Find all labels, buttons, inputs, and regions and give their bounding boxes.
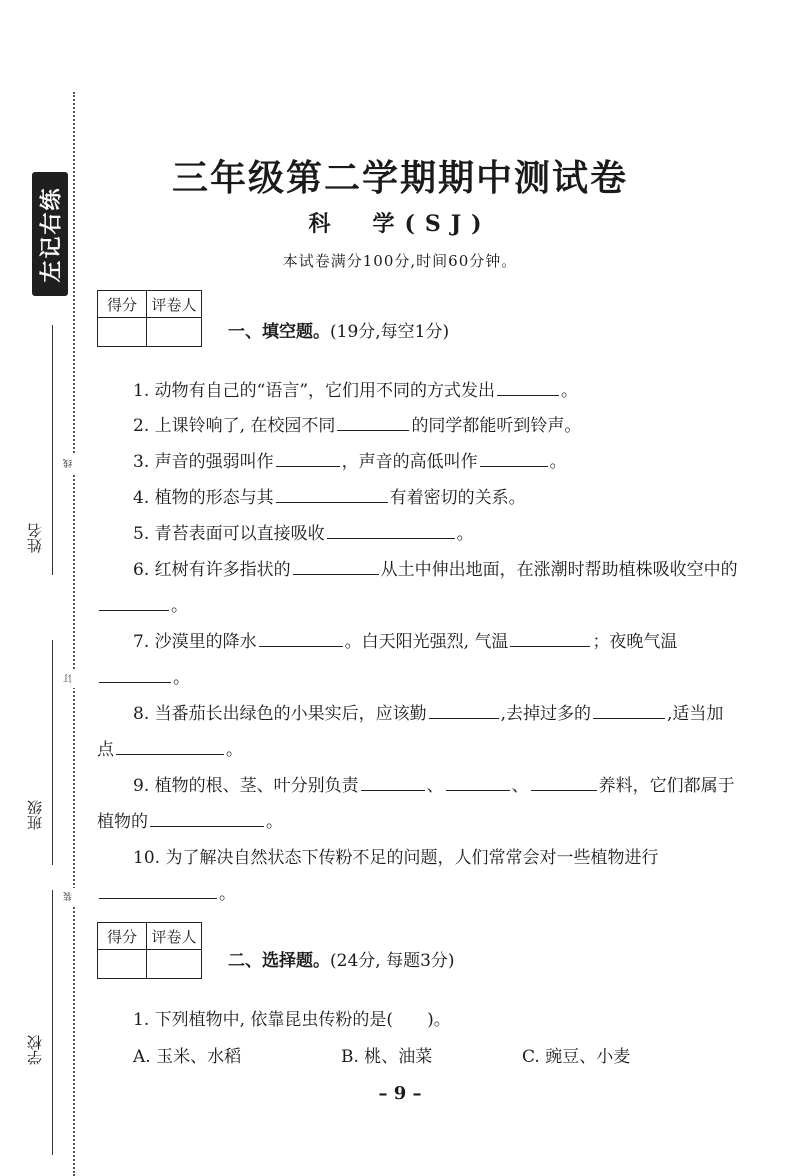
score-cell[interactable]: [98, 318, 147, 347]
choice-option-c[interactable]: C. 豌豆、小麦: [522, 1047, 631, 1067]
choice-option-a[interactable]: A. 玉米、水稻: [133, 1047, 242, 1067]
question-6: 6. 红树有许多指状的 从土中伸出地面，在涨潮时帮助植株吸收空中的。: [97, 552, 740, 624]
answer-blank[interactable]: [99, 591, 169, 611]
section-2-title: 二、选择题。: [228, 951, 330, 971]
section-1-title: 一、填空题。: [228, 322, 330, 342]
cut-mark-order: 订: [62, 670, 80, 688]
answer-blank[interactable]: [510, 627, 590, 647]
cut-mark-bind: 装: [62, 888, 80, 906]
answer-blank[interactable]: [259, 627, 343, 647]
answer-blank[interactable]: [276, 483, 388, 503]
answer-blank[interactable]: [327, 519, 455, 539]
score-table-2: [97, 922, 202, 979]
answer-blank[interactable]: [99, 879, 217, 899]
question-4: 4. 植物的形态与其 有着密切的关系。: [97, 480, 740, 516]
question-2: 2. 上课铃响了, 在校园不同 的同学都能听到铃声。: [97, 408, 740, 444]
answer-blank[interactable]: [480, 447, 548, 467]
cut-mark-line: 线: [62, 455, 80, 473]
answer-blank[interactable]: [446, 771, 510, 791]
section-1-note: (19分,每空1分): [330, 322, 450, 342]
section-2-heading: [228, 946, 455, 971]
answer-blank[interactable]: [99, 663, 171, 683]
score-header: 得分: [98, 923, 147, 950]
exam-title: 三年级第二学期期中测试卷: [171, 157, 628, 199]
answer-blank[interactable]: [116, 735, 224, 755]
score-header: 得分: [98, 291, 147, 318]
section-1-heading: [228, 317, 449, 342]
school-field-label: 学校: [26, 1035, 44, 1065]
answer-blank[interactable]: [337, 411, 409, 431]
answer-blank[interactable]: [497, 376, 559, 396]
question-7: 7. 沙漠里的降水 。白天阳光强烈, 气温 ；夜晚气温。: [97, 624, 740, 696]
exam-subject: 科 学(SJ): [308, 211, 492, 237]
name-field-label: 姓名: [26, 523, 44, 553]
answer-blank[interactable]: [150, 807, 264, 827]
exam-note: 本试卷满分100分,时间60分钟。: [282, 252, 518, 270]
question-5: 5. 青苔表面可以直接吸收 。: [97, 516, 740, 552]
question-10: 10. 为了解决自然状态下传粉不足的问题，人们常常会对一些植物进行。: [97, 840, 740, 912]
grader-header: 评卷人: [147, 291, 202, 318]
logo-text: 左记右练: [39, 185, 65, 283]
grader-cell[interactable]: [147, 950, 202, 979]
question-1: 1. 动物有自己的“语言”，它们用不同的方式发出 。: [97, 373, 740, 409]
answer-blank[interactable]: [293, 555, 379, 575]
answer-blank[interactable]: [593, 699, 665, 719]
answer-blank[interactable]: [531, 771, 597, 791]
choice-question-1: 1. 下列植物中, 依靠昆虫传粉的是( )。: [133, 1010, 451, 1030]
answer-blank[interactable]: [276, 447, 340, 467]
school-write-line: [52, 890, 53, 1155]
page-number: – 9 –: [378, 1083, 422, 1104]
grader-header: 评卷人: [147, 923, 202, 950]
question-8: 8. 当番茄长出绿色的小果实后，应该勤 ,去掉过多的 ,适当加点 。: [97, 696, 740, 768]
choice-option-b[interactable]: B. 桃、油菜: [341, 1047, 433, 1067]
score-cell[interactable]: [98, 950, 147, 979]
class-field-label: 班级: [26, 800, 44, 830]
answer-blank[interactable]: [361, 771, 425, 791]
answer-blank[interactable]: [429, 699, 499, 719]
score-table-1: [97, 290, 202, 347]
grader-cell[interactable]: [147, 318, 202, 347]
section-2-note: (24分, 每题3分): [330, 951, 455, 971]
question-3: 3. 声音的强弱叫作 ，声音的高低叫作 。: [97, 444, 740, 480]
class-write-line: [52, 640, 53, 865]
name-write-line: [52, 325, 53, 575]
question-9: 9. 植物的根、茎、叶分别负责 、 、 养料，它们都属于植物的 。: [97, 768, 740, 840]
